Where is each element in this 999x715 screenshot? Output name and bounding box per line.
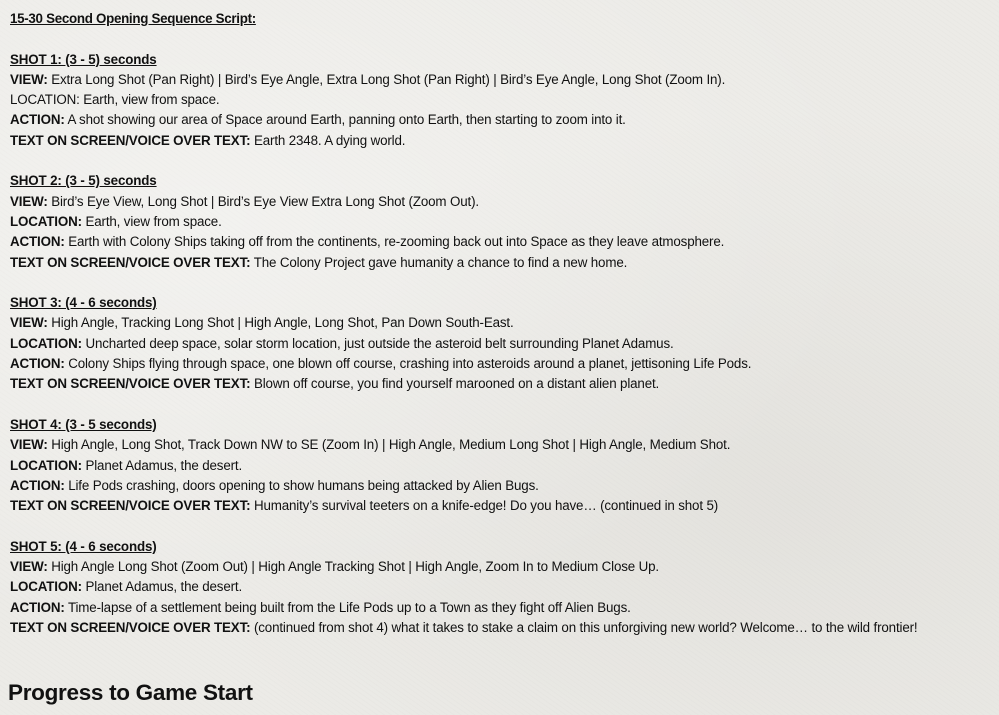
field-text: High Angle Long Shot (Zoom Out) | High Angle Tracking Shot | High Angle, Zoom In to Medium Close Up. bbox=[47, 559, 659, 575]
shot-field-line bbox=[10, 253, 993, 273]
field-label: LOCATION: bbox=[10, 579, 82, 595]
shot-field-line bbox=[10, 313, 993, 333]
document-title: 15-30 Second Opening Sequence Script: bbox=[10, 11, 256, 26]
shot-field-line bbox=[10, 618, 993, 638]
field-label: VIEW: bbox=[10, 71, 48, 87]
shot-heading: SHOT 4: (3 - 5 seconds) bbox=[10, 416, 157, 432]
shot-block bbox=[10, 171, 995, 272]
spacer bbox=[10, 29, 995, 49]
shot-field-line bbox=[10, 435, 993, 455]
shot-field-line bbox=[10, 212, 993, 232]
field-text: Planet Adamus, the desert. bbox=[81, 457, 243, 473]
shot-block bbox=[10, 537, 995, 638]
field-label: TEXT ON SCREEN/VOICE OVER TEXT: bbox=[10, 619, 251, 635]
field-label: TEXT ON SCREEN/VOICE OVER TEXT: bbox=[10, 132, 251, 148]
field-label: ACTION: bbox=[10, 599, 65, 615]
field-label: ACTION: bbox=[10, 112, 65, 128]
shot-field-line bbox=[10, 476, 993, 496]
shot-field-line bbox=[10, 456, 993, 476]
field-label: LOCATION: bbox=[10, 92, 80, 108]
field-label: TEXT ON SCREEN/VOICE OVER TEXT: bbox=[10, 376, 251, 392]
shots-container bbox=[10, 50, 995, 639]
shot-heading: SHOT 1: (3 - 5) seconds bbox=[10, 51, 157, 67]
shot-field-line bbox=[10, 90, 993, 110]
field-label: TEXT ON SCREEN/VOICE OVER TEXT: bbox=[10, 498, 251, 514]
field-label: VIEW: bbox=[10, 437, 48, 453]
field-text: A shot showing our area of Space around Earth, panning onto Earth, then starting to zoom into it. bbox=[64, 112, 626, 128]
field-text: Life Pods crashing, doors opening to show humans being attacked by Alien Bugs. bbox=[64, 477, 539, 493]
shot-field-line bbox=[10, 557, 993, 577]
field-text: Extra Long Shot (Pan Right) | Bird’s Eye Angle, Extra Long Shot (Pan Right) | Bird’s Eye Angle, Long Shot (Zoom In). bbox=[47, 71, 726, 87]
field-text: Earth 2348. A dying world. bbox=[250, 132, 406, 148]
field-label: TEXT ON SCREEN/VOICE OVER TEXT: bbox=[10, 254, 251, 270]
shot-heading: SHOT 3: (4 - 6 seconds) bbox=[10, 295, 157, 311]
shot-field-line bbox=[10, 598, 993, 618]
field-text: Blown off course, you find yourself marooned on a distant alien planet. bbox=[250, 376, 660, 392]
field-label: VIEW: bbox=[10, 193, 48, 209]
field-text: Humanity’s survival teeters on a knife-edge! Do you have… (continued in shot 5) bbox=[250, 498, 719, 514]
field-text: The Colony Project gave humanity a chance to find a new home. bbox=[250, 254, 628, 270]
field-text: Time-lapse of a settlement being built from the Life Pods up to a Town as they fight off Alien Bugs. bbox=[64, 599, 631, 615]
field-label: ACTION: bbox=[10, 234, 65, 250]
field-text: (continued from shot 4) what it takes to stake a claim on this unforgiving new world? Welcome… to the wild frontier! bbox=[250, 619, 918, 635]
shot-field-line bbox=[10, 232, 993, 252]
shot-field-line bbox=[10, 131, 993, 151]
field-text: Uncharted deep space, solar storm location, just outside the asteroid belt surrounding Planet Adamus. bbox=[81, 335, 674, 351]
field-text: Earth with Colony Ships taking off from the continents, re-zooming back out into Space as they leave atmosphere. bbox=[64, 234, 725, 250]
shot-field-line bbox=[10, 334, 993, 354]
progress-heading: Progress to Game Start bbox=[8, 680, 253, 705]
field-text: High Angle, Long Shot, Track Down NW to SE (Zoom In) | High Angle, Medium Long Shot | High Angle, Medium Shot. bbox=[47, 437, 731, 453]
shot-field-line bbox=[10, 110, 993, 130]
shot-field-line bbox=[10, 192, 993, 212]
field-text: Earth, view from space. bbox=[79, 92, 220, 108]
shot-heading: SHOT 5: (4 - 6 seconds) bbox=[10, 538, 157, 554]
field-text: Bird’s Eye View, Long Shot | Bird’s Eye View Extra Long Shot (Zoom Out). bbox=[47, 193, 479, 209]
field-label: ACTION: bbox=[10, 477, 65, 493]
spacer bbox=[10, 395, 995, 415]
shot-block bbox=[10, 415, 995, 516]
field-label: VIEW: bbox=[10, 315, 48, 331]
shot-field-line bbox=[10, 374, 993, 394]
field-label: LOCATION: bbox=[10, 457, 82, 473]
shot-field-line bbox=[10, 496, 993, 516]
field-label: LOCATION: bbox=[10, 335, 82, 351]
shot-block bbox=[10, 50, 995, 151]
shot-field-line bbox=[10, 577, 993, 597]
field-label: ACTION: bbox=[10, 356, 65, 372]
field-text: Planet Adamus, the desert. bbox=[81, 579, 243, 595]
script-document bbox=[10, 9, 995, 638]
spacer bbox=[10, 151, 995, 171]
shot-field-line bbox=[10, 354, 993, 374]
field-label: VIEW: bbox=[10, 559, 48, 575]
field-text: Colony Ships flying through space, one blown off course, crashing into asteroids around a planet, jettisoning Life Pods. bbox=[64, 356, 752, 372]
shot-block bbox=[10, 293, 995, 394]
spacer bbox=[10, 516, 995, 536]
field-label: LOCATION: bbox=[10, 213, 82, 229]
shot-field-line bbox=[10, 70, 993, 90]
spacer bbox=[10, 273, 995, 293]
field-text: Earth, view from space. bbox=[81, 213, 222, 229]
shot-heading: SHOT 2: (3 - 5) seconds bbox=[10, 173, 157, 189]
field-text: High Angle, Tracking Long Shot | High Angle, Long Shot, Pan Down South-East. bbox=[47, 315, 514, 331]
